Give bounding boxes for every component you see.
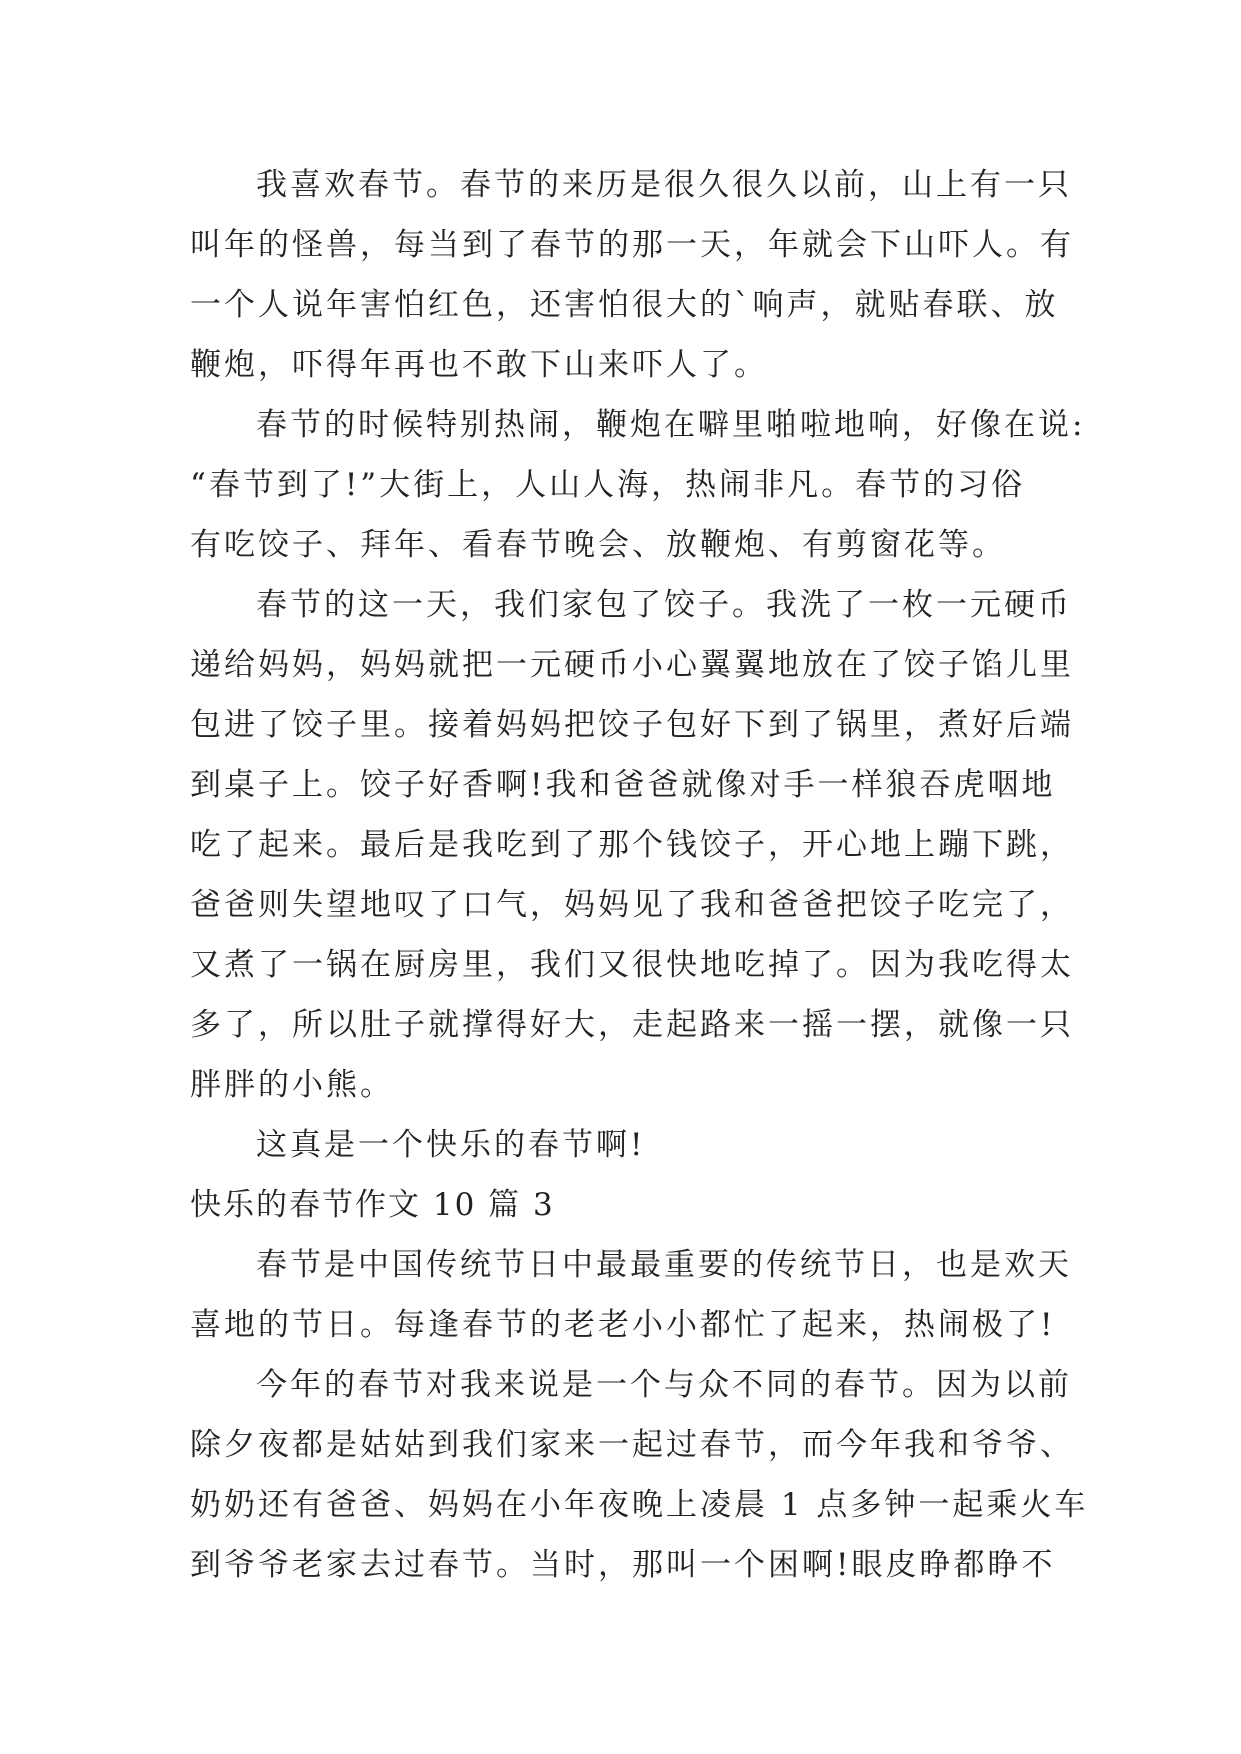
text-line: 又煮了一锅在厨房里，我们又很快地吃掉了。因为我吃得太 — [190, 947, 1074, 983]
document-body — [190, 155, 1089, 1595]
paragraph-dumplings — [190, 575, 1074, 1115]
text-line: 奶奶还有爸爸、妈妈在小年夜晚上凌晨 1 点多钟一起乘火车 — [190, 1487, 1089, 1523]
text-line: 多了，所以肚子就撑得好大，走起路来一摇一摆，就像一只 — [190, 1007, 1074, 1043]
text-line: 吃了起来。最后是我吃到了那个钱饺子，开心地上蹦下跳， — [190, 827, 1074, 863]
text-line: 爸爸则失望地叹了口气，妈妈见了我和爸爸把饺子吃完了， — [190, 887, 1074, 923]
paragraph-this-year — [190, 1355, 1089, 1595]
paragraph-nian-legend — [190, 155, 1074, 395]
text-line: 一个人说年害怕红色，还害怕很大的`响声，就贴春联、放 — [190, 287, 1059, 323]
text-line: 递给妈妈，妈妈就把一元硬币小心翼翼地放在了饺子馅儿里 — [190, 647, 1074, 683]
text-line: 这真是一个快乐的春节啊! — [256, 1127, 646, 1163]
text-line: “春节到了!”大街上，人山人海，热闹非凡。春节的习俗 — [190, 467, 1026, 503]
paragraph-festival-customs — [190, 395, 1086, 575]
text-line: 除夕夜都是姑姑到我们家来一起过春节，而今年我和爷爷、 — [190, 1427, 1074, 1463]
text-line: 春节的这一天，我们家包了饺子。我洗了一枚一元硬币 — [256, 587, 1072, 623]
text-line: 包进了饺子里。接着妈妈把饺子包好下到了锅里，煮好后端 — [190, 707, 1074, 743]
text-line: 喜地的节日。每逢春节的老老小小都忙了起来，热闹极了! — [190, 1307, 1056, 1343]
text-line: 到桌子上。饺子好香啊!我和爸爸就像对手一样狼吞虎咽地 — [190, 767, 1056, 803]
text-line: 鞭炮，吓得年再也不敢下山来吓人了。 — [190, 347, 768, 383]
text-line: 我喜欢春节。春节的来历是很久很久以前，山上有一只 — [256, 167, 1072, 203]
text-line: 春节的时候特别热闹，鞭炮在噼里啪啦地响，好像在说: — [256, 407, 1086, 443]
paragraph-conclusion — [190, 1115, 1070, 1175]
text-line: 到爷爷老家去过春节。当时，那叫一个困啊!眼皮睁都睁不 — [190, 1547, 1056, 1583]
text-line: 有吃饺子、拜年、看春节晚会、放鞭炮、有剪窗花等。 — [190, 527, 1006, 563]
paragraph-spring-festival-intro — [190, 1235, 1070, 1355]
text-line: 胖胖的小熊。 — [190, 1067, 394, 1103]
text-line: 今年的春节对我来说是一个与众不同的春节。因为以前 — [256, 1367, 1072, 1403]
text-line: 叫年的怪兽，每当到了春节的那一天，年就会下山吓人。有 — [190, 227, 1074, 263]
text-line: 春节是中国传统节日中最最重要的传统节日，也是欢天 — [256, 1247, 1072, 1283]
section-heading: 快乐的春节作文 10 篇 3 — [190, 1187, 555, 1223]
